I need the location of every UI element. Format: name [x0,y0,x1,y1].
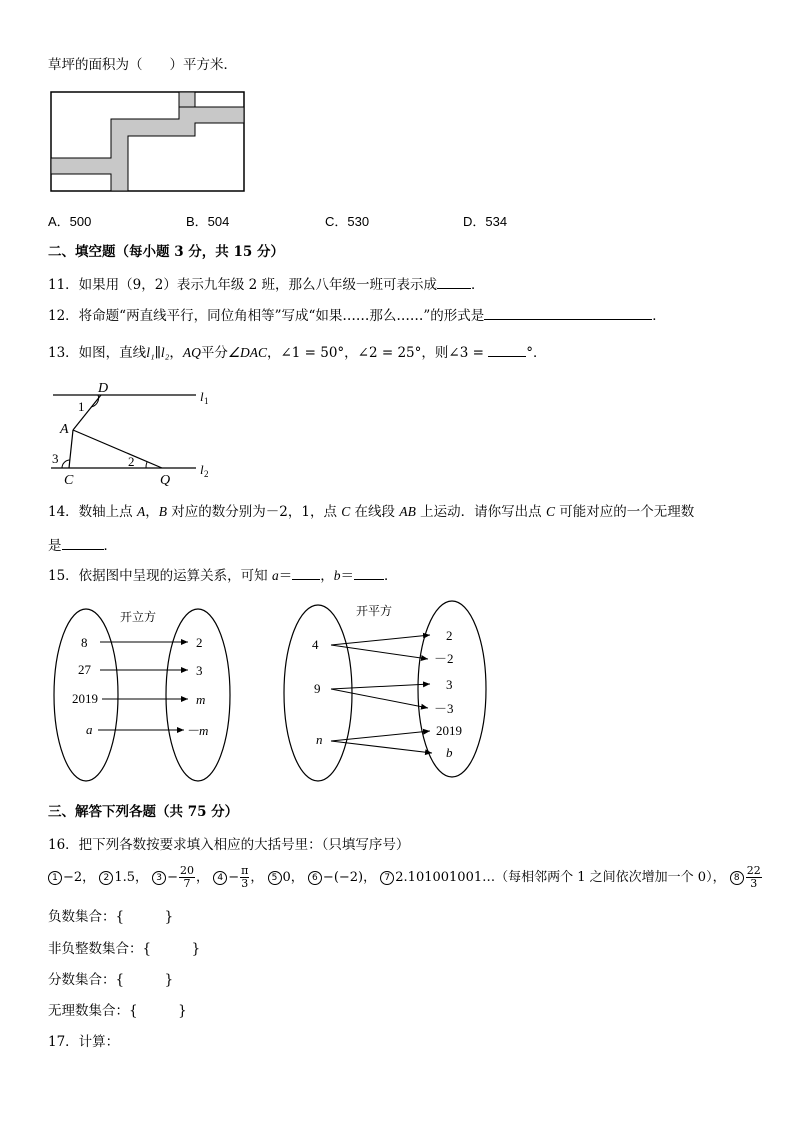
label-angle-1: 1 [78,399,85,414]
set-irrational: 无理数集合：{ } [48,1003,187,1019]
left-value-4: 4 [312,637,319,652]
section-3-title: 三、解答下列各题（共 75 分） [48,804,239,820]
right-value-b: b [446,745,453,760]
question-14-line-2: 是 ． [48,535,117,555]
section-2-title: 二、填空题（每小题 3 分，共 15 分） [48,244,284,260]
question-15: 15．依据图中呈现的运算关系，可知 a＝ ，b＝ ． [48,565,397,585]
right-value-3b: 3 [446,677,453,692]
q10-text: 草坪的面积为（ ）平方米． [48,57,237,73]
right-value-2019: 2019 [436,723,462,738]
question-17: 17．计算： [48,1034,120,1050]
question-13: 13．如图，直线l₁∥l₂，AQ平分∠DAC，∠1 = 50°，∠2 = 25°，则∠3 = °． [48,342,546,362]
left-value-9: 9 [314,681,321,696]
label-angle-3: 3 [52,451,59,466]
option-c: C．530 [325,214,370,229]
label-a: A [60,422,69,437]
left-value-a: a [86,722,93,737]
set-negative: 负数集合：{ } [48,909,174,925]
label-c: C [64,473,74,488]
square-root-title: 开平方 [356,604,393,618]
label-l2-sub: 2 [204,469,209,479]
label-l1-sub: 1 [204,396,209,406]
question-11: 11．如果用（9，2）表示九年级 2 班，那么八年级一班可表示成 ． [48,274,485,294]
option-a: A．500 [48,214,92,229]
right-value-neg-3: －3 [434,701,454,716]
parallel-lines-figure [48,378,228,490]
right-value-2b: 2 [446,628,453,643]
set-fraction: 分数集合：{ } [48,972,174,988]
right-value-neg-2: －2 [434,651,454,666]
left-value-2019: 2019 [72,691,98,706]
question-16-numbers: 1 −2， 2 1.5， 3 − $\frac{20}{7}$ ， 4 − $\frac{\pi}{3}$ ， 5 0， 6 −(−2)， 7 2.101001001…（每相邻两个 1 之间依次增加一个 0）， 8 $\frac{22}{3}$ [48,862,763,894]
label-angle-2: 2 [128,454,135,469]
left-value-n: n [316,732,323,747]
left-value-8: 8 [81,635,88,650]
mapping-figure [48,595,498,790]
left-value-27: 27 [78,662,91,677]
right-value-neg-m: －m [186,723,209,738]
set-nonnegative-integer: 非负整数集合：{ } [48,941,201,957]
label-l1: l [200,389,204,404]
label-d: D [98,381,109,396]
option-b: B．504 [186,214,230,229]
right-value-3: 3 [196,663,203,678]
right-value-m: m [196,692,206,707]
option-d: D．534 [463,214,508,229]
question-12: 12．将命题“两直线平行，同位角相等”写成“如果……那么……”的形式是 ． [48,305,666,325]
right-value-2: 2 [196,635,203,650]
label-l2: l [200,462,204,477]
lawn-figure [48,90,248,194]
question-14: 14．数轴上点 A，B 对应的数分别为－2，1，点 C 在线段 AB 上运动．请你写出点 C 可能对应的一个无理数 [48,504,695,520]
cube-root-title: 开立方 [120,610,157,624]
label-q: Q [160,473,171,488]
question-16: 16．把下列各数按要求填入相应的大括号里：（只填写序号） [48,837,410,853]
